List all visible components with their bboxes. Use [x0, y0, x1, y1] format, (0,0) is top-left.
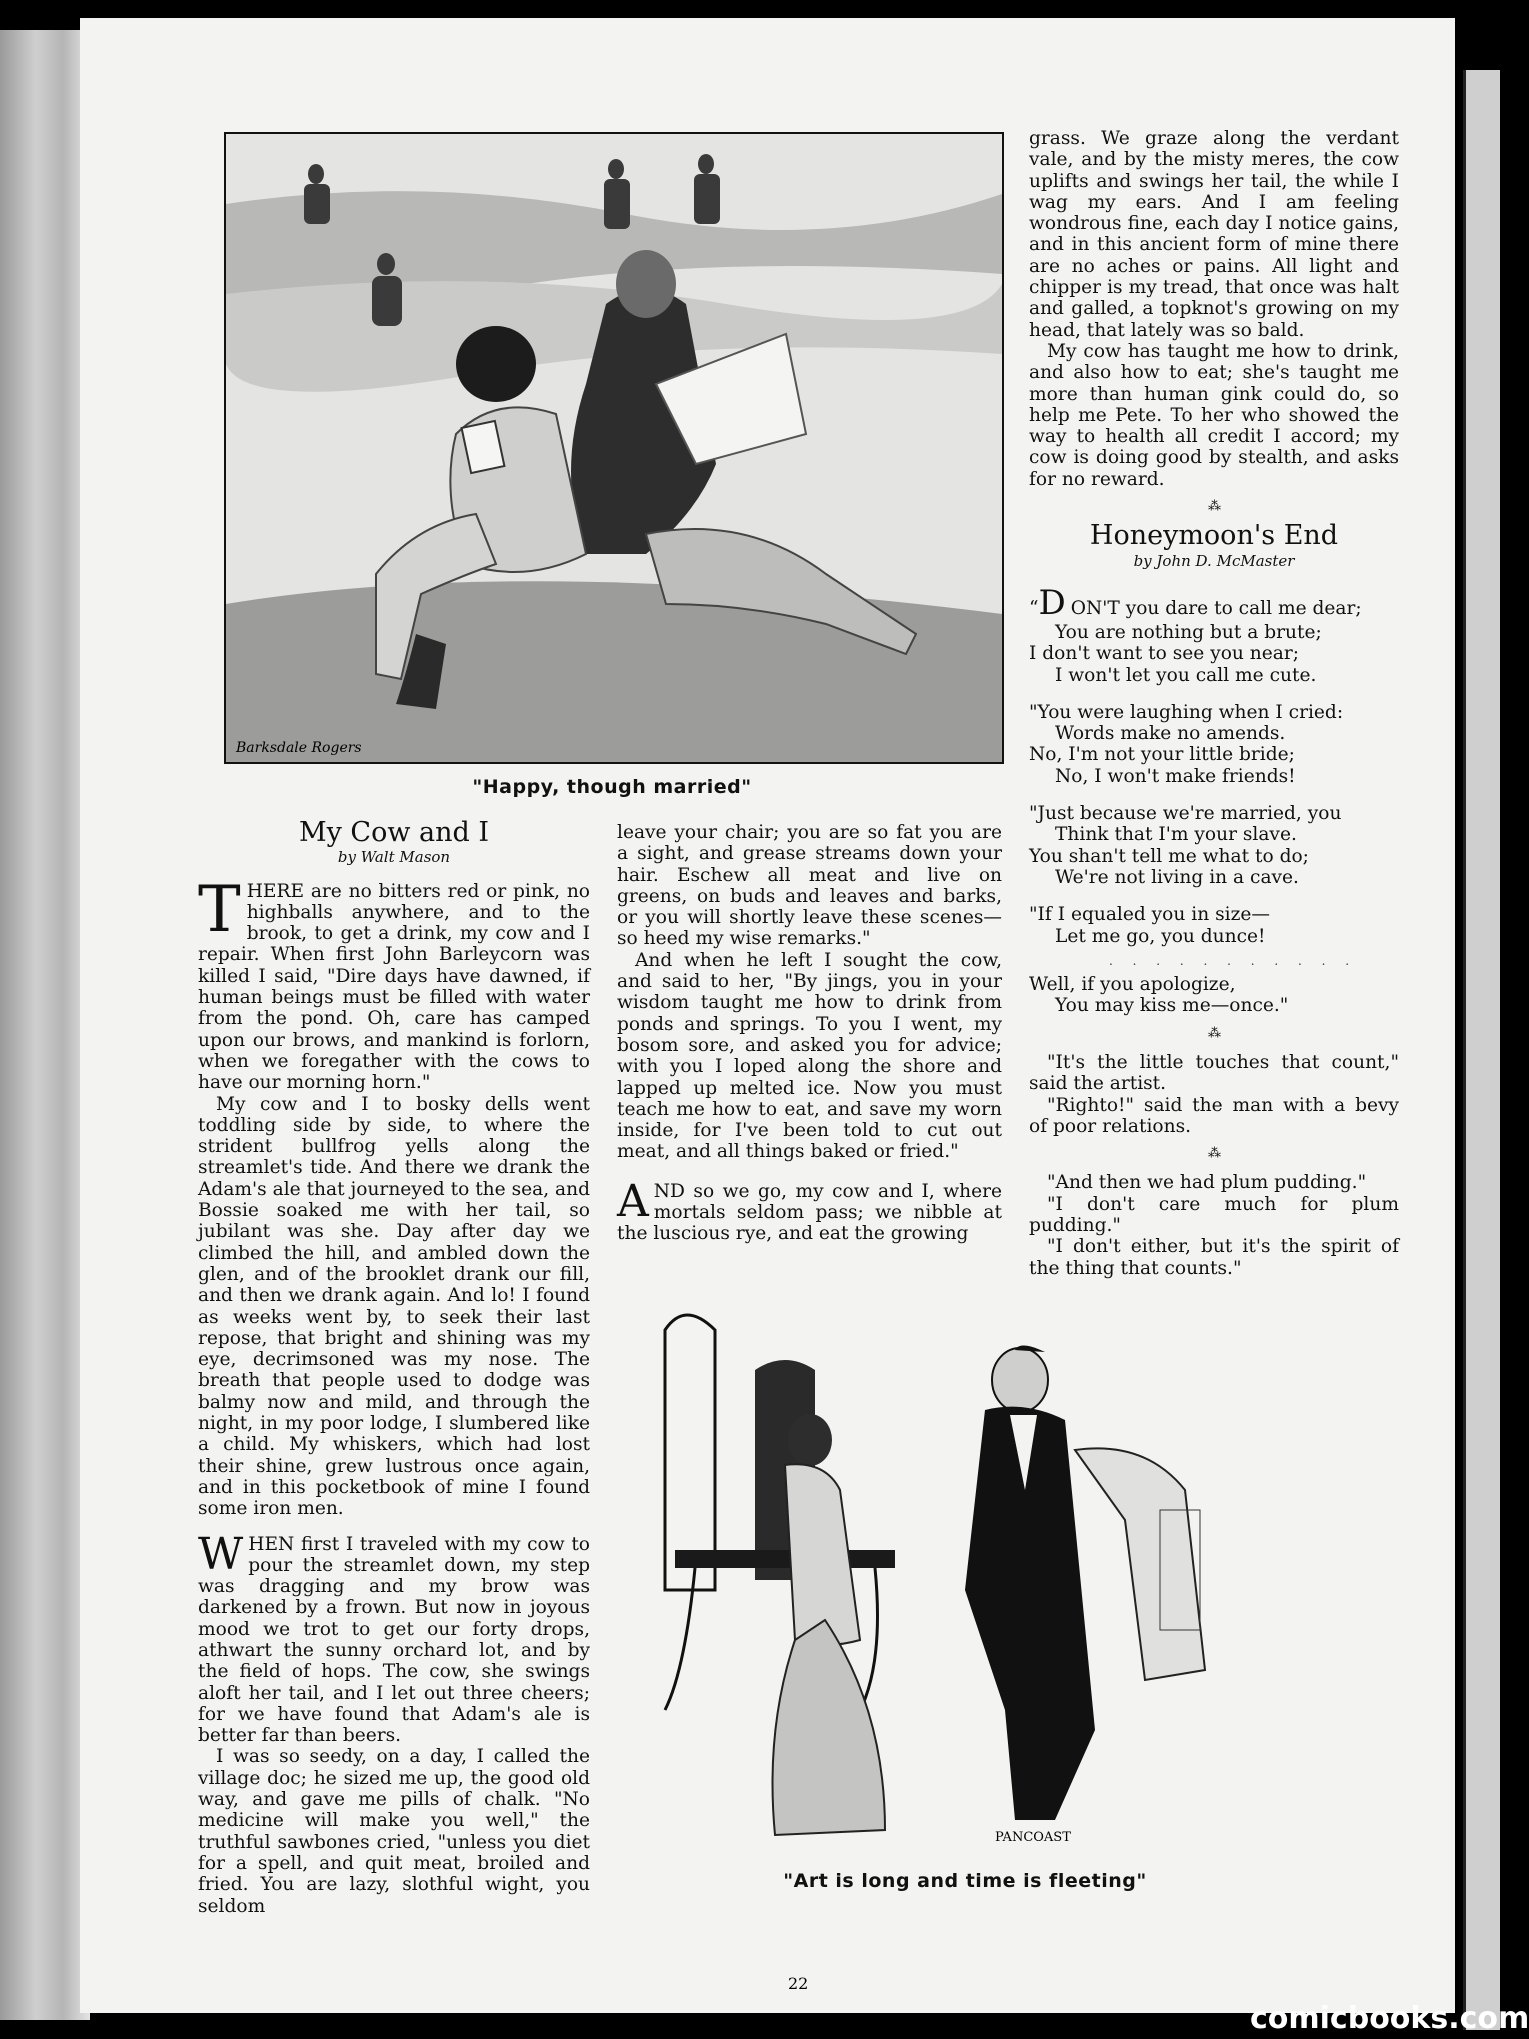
verse-line: I don't want to see you near;	[1029, 643, 1300, 665]
verse-line: You may kiss me—once."	[1055, 995, 1289, 1017]
paragraph: My cow has taught me how to drink, and also how to eat; she's taught me more than human gink could do, so help me Pete. To her who showed the way to health all credit I accord; my cow is doing good by stealth, and asks for no reward.	[1029, 340, 1399, 490]
joke-line: "I don't either, but it's the spirit of the thing that counts."	[1029, 1236, 1399, 1279]
stanza-2	[1029, 702, 1399, 787]
dressing-table-illustration	[625, 1290, 1305, 1862]
verse-line: You are nothing but a brute;	[1055, 621, 1322, 643]
open-quote: “	[1029, 597, 1039, 619]
stanza-4	[1029, 904, 1399, 947]
verse-line: Well, if you apologize,	[1029, 974, 1236, 996]
poem-title: Honeymoon's End	[1089, 520, 1339, 552]
section-ornament: ⁂	[1208, 1025, 1220, 1041]
drop-cap: D	[1038, 582, 1066, 623]
dressing-table-drawing	[625, 1290, 1305, 1862]
paragraph: My cow and I to bosky dells went toddling side by side, to where the strident bullfrog yells along the streamlet's tide. And there we drank the Adam's ale that journeyed to the sea, and Bossie soaked me with her tail, so jubilant was she. Day after day we climbed the hill, and ambled down the glen, and of the brooklet drank our fill, and then we drank again. And lo! I found as weeks went by, to seek their last repose, that bright and shining was my eye, decrimsoned was my nose. The breath that people used to dodge was balmy now and mild, and through the night, in my poor lodge, I slumbered like a child. My whiskers, which had lost their shine, grew lustrous once again, and in this pocketbook of mine I found some iron men.	[198, 1093, 590, 1520]
section-ornament: ⁂	[1208, 499, 1220, 515]
beach-couple-illustration	[224, 132, 1004, 764]
joke-line: "I don't care much for plum pudding."	[1029, 1193, 1399, 1237]
paragraph: And when he left I sought the cow, and said to her, "By jings, you in your wisdom taught me how to drink from ponds and springs. To you I went, my bosom sore, and asked you for advice; with you I loped along the shore and lapped up melted ice. Now you must teach me how to eat, and save my worn inside, for I've been told to cut out meat, and all things baked or fried."	[617, 949, 1002, 1163]
beach-couple-drawing	[226, 134, 1002, 762]
verse-line: Think that I'm your slave.	[1055, 824, 1297, 846]
verse-line: I won't let you call me cute.	[1055, 664, 1317, 686]
column-right	[1029, 128, 1399, 1279]
verse-line: "You were laughing when I cried:	[1029, 701, 1344, 723]
stanza-1	[1029, 584, 1399, 686]
column-middle	[617, 822, 1002, 1245]
paragraph: HEN first I traveled with my cow to pour the streamlet down, my step was dragging and my brow was darkened by a frown. But now in joyous mood we trot to get our forty drops, athwart the sunny orchard lot, and by the field of hops. The cow, she swings aloft her tail, and I let out three cheers; for we have found that Adam's ale is better far than beers.	[198, 1533, 590, 1747]
drop-cap: W	[198, 1528, 244, 1580]
bottom-illustration-caption: "Art is long and time is fleeting"	[783, 1870, 1147, 1892]
paragraph: grass. We graze along the verdant vale, and by the misty meres, the cow uplifts and swings her tail, the while I wag my ears. And I am feeling wondrous fine, each day I notice gains, and in this ancient form of mine there are no aches or pains. All light and chipper is my tread, that once was halt and galled, a topknot's growing on my head, that lately was so bald.	[1029, 128, 1399, 341]
illustration-signature: PANCOAST	[995, 1830, 1071, 1845]
page-number: 22	[788, 1974, 809, 1993]
joke-line: "Righto!" said the man with a bevy of poor relations.	[1029, 1094, 1399, 1137]
verse-line: You shan't tell me what to do;	[1029, 845, 1309, 867]
paragraph: I was so seedy, on a day, I called the village doc; he sized me up, the good old way, and gave me pills of chalk. "No medicine will make you well," the truthful sawbones cried, "unless you diet for a spell, and quit meat, broiled and fried. You are lazy, slothful wight, you seldom	[198, 1746, 590, 1917]
stanza-3	[1029, 803, 1399, 888]
joke-line: "And then we had plum pudding."	[1047, 1172, 1367, 1194]
column-left	[198, 817, 590, 1917]
paragraph: HERE are no bitters red or pink, no highballs anywhere, and to the brook, to get a drink, my cow and I repair. When first John Barleycorn was killed I said, "Dire days have dawned, if human beings must be filled with water from the pond. Oh, care has camped upon our brows, and mankind is forlorn, when we foregather with the cows to have our morning horn."	[198, 880, 590, 1094]
verse-line: Words make no amends.	[1055, 723, 1286, 745]
watermark: comicbooks.com	[1250, 2001, 1529, 2036]
illustration-signature: Barksdale Rogers	[236, 740, 362, 756]
verse-line: No, I'm not your little bride;	[1029, 744, 1295, 766]
poem-byline: by Walt Mason	[337, 848, 451, 867]
verse-line: No, I won't make friends!	[1055, 765, 1296, 787]
book-page-stack-left	[0, 30, 90, 2020]
book-page-edge-right	[1463, 70, 1500, 2030]
paragraph: ND so we go, my cow and I, where mortals seldom pass; we nibble at the luscious rye, and eat the growing	[617, 1180, 1002, 1245]
stanza-5	[1029, 974, 1399, 1017]
drop-cap: T	[198, 872, 241, 947]
verse-line: We're not living in a cave.	[1055, 866, 1299, 888]
poem-byline: by John D. McMaster	[1133, 551, 1295, 570]
drop-cap: A	[617, 1175, 649, 1227]
dotted-separator: . . . . . . . . . . .	[1109, 953, 1358, 968]
top-illustration-caption: "Happy, though married"	[472, 776, 752, 798]
verse-line: "If I equaled you in size—	[1029, 904, 1270, 926]
joke-line: "It's the little touches that count," said the artist.	[1029, 1051, 1399, 1095]
verse-line: "Just because we're married, you	[1029, 803, 1342, 825]
paragraph: leave your chair; you are so fat you are a sight, and grease streams down your hair. Eschew all meat and live on greens, on buds and leaves and barks, or you will shortly leave these scenes—so heed my wise remarks."	[617, 822, 1002, 950]
section-ornament: ⁂	[1208, 1146, 1220, 1162]
poem-title: My Cow and I	[298, 817, 490, 848]
verse-line: Let me go, you dunce!	[1055, 925, 1266, 947]
verse-line: ON'T you dare to call me dear;	[1070, 597, 1362, 619]
